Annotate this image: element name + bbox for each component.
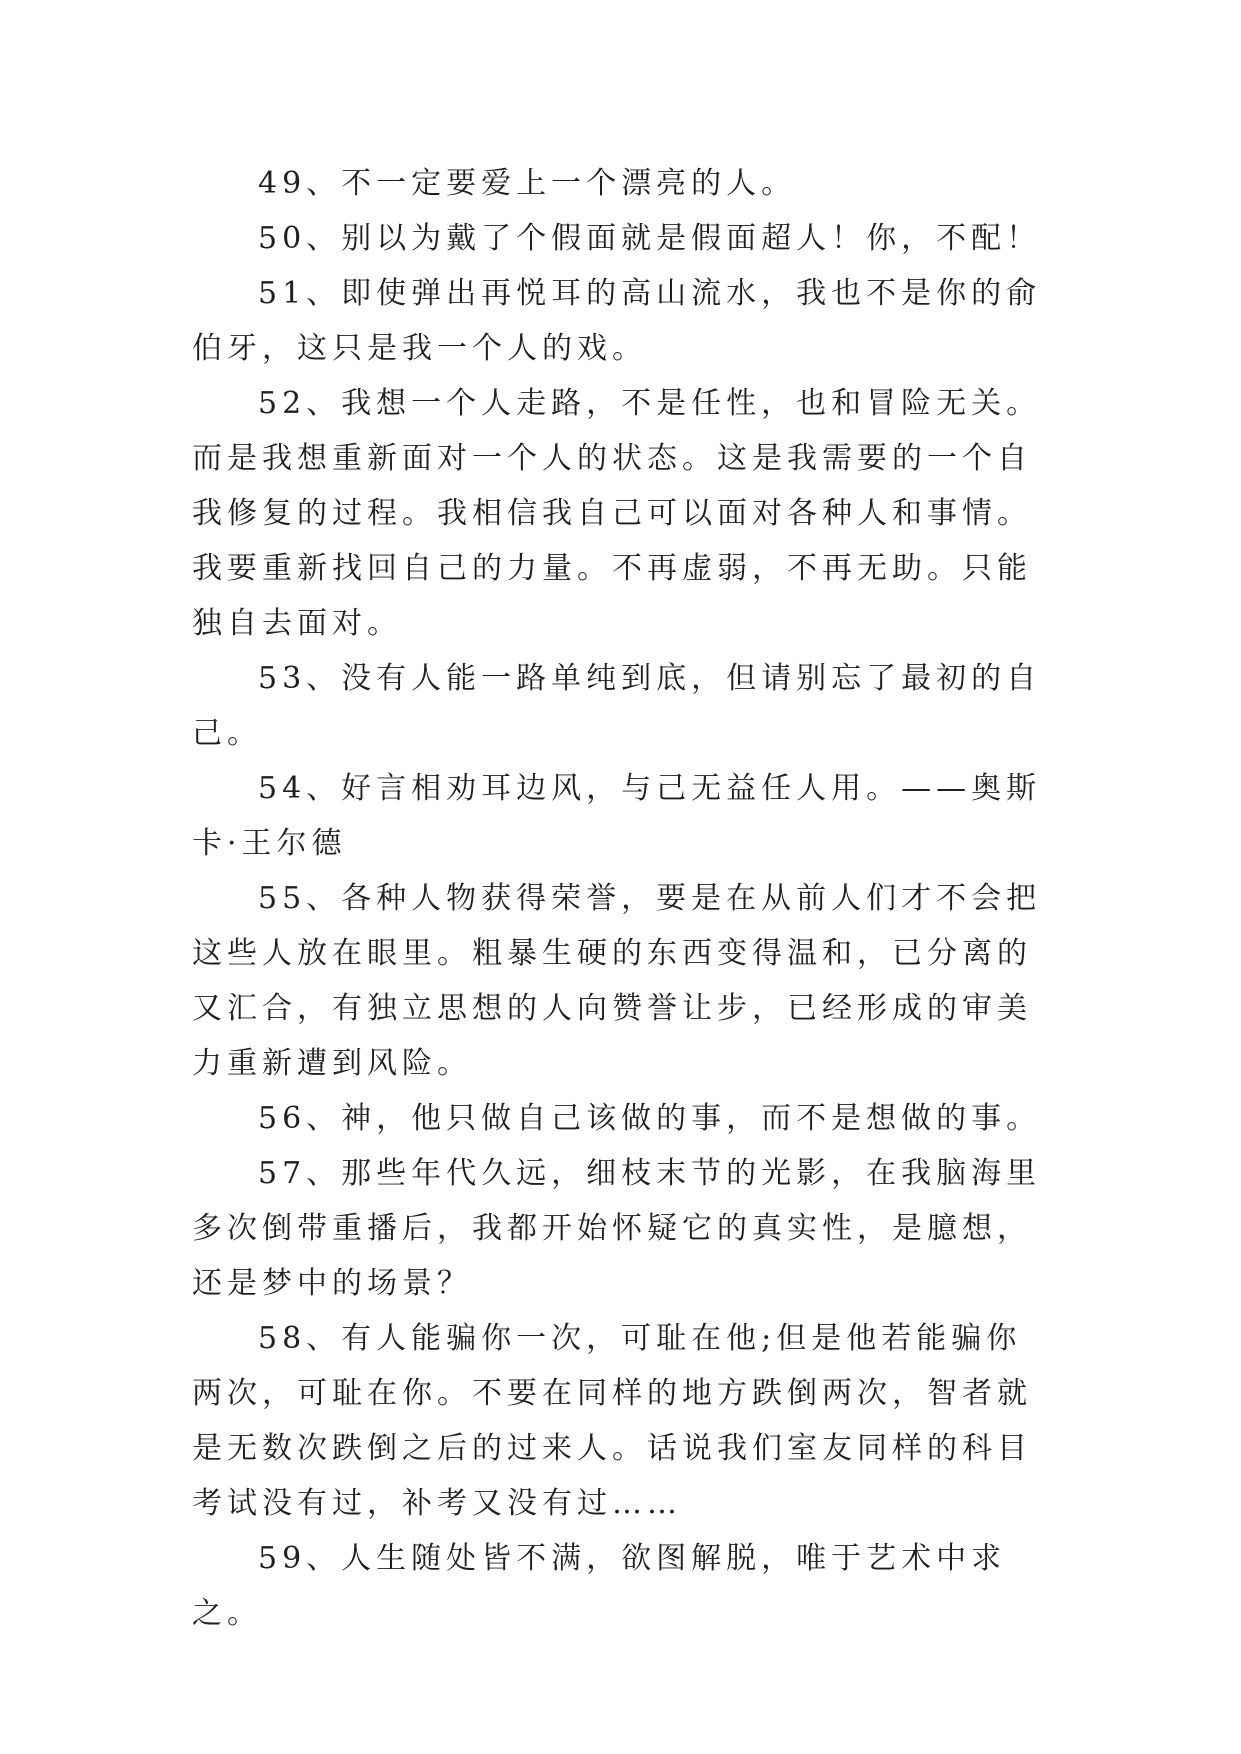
- paragraph-49: 49、不一定要爱上一个漂亮的人。: [258, 166, 797, 201]
- paragraph-52: 52、我想一个人走路，不是任性，也和冒险无关。而是我想重新面对一个人的状态。这是我需要的一个自我修复的过程。我相信我自己可以面对各种人和事情。我要重新找回自己的力量。不再虚弱，不再无助。只能独自去面对。: [192, 386, 1042, 641]
- paragraph-56: 56、神，他只做自己该做的事，而不是想做的事。: [258, 1101, 1042, 1136]
- paragraph-57: 57、那些年代久远，细枝末节的光影，在我脑海里多次倒带重播后，我都开始怀疑它的真实性，是臆想，还是梦中的场景？: [192, 1156, 1042, 1301]
- paragraph-51: 51、即使弹出再悦耳的高山流水，我也不是你的俞伯牙，这只是我一个人的戏。: [192, 276, 1042, 366]
- paragraph-54: 54、好言相劝耳边风，与己无益任人用。——奥斯卡·王尔德: [192, 771, 1042, 861]
- paragraph-50: 50、别以为戴了个假面就是假面超人！你，不配！: [258, 221, 1042, 256]
- paragraph-53: 53、没有人能一路单纯到底，但请别忘了最初的自己。: [192, 661, 1042, 751]
- paragraph-59: 59、人生随处皆不满，欲图解脱，唯于艺术中求之。: [192, 1541, 1007, 1631]
- document-body: [192, 156, 1052, 1641]
- paragraph-58: 58、有人能骗你一次，可耻在他;但是他若能骗你两次，可耻在你。不要在同样的地方跌倒两次，智者就是无数次跌倒之后的过来人。话说我们室友同样的科目考试没有过，补考又没有过……: [192, 1321, 1032, 1521]
- paragraph-55: 55、各种人物获得荣誉，要是在从前人们才不会把这些人放在眼里。粗暴生硬的东西变得温和，已分离的又汇合，有独立思想的人向赞誉让步，已经形成的审美力重新遭到风险。: [192, 881, 1042, 1081]
